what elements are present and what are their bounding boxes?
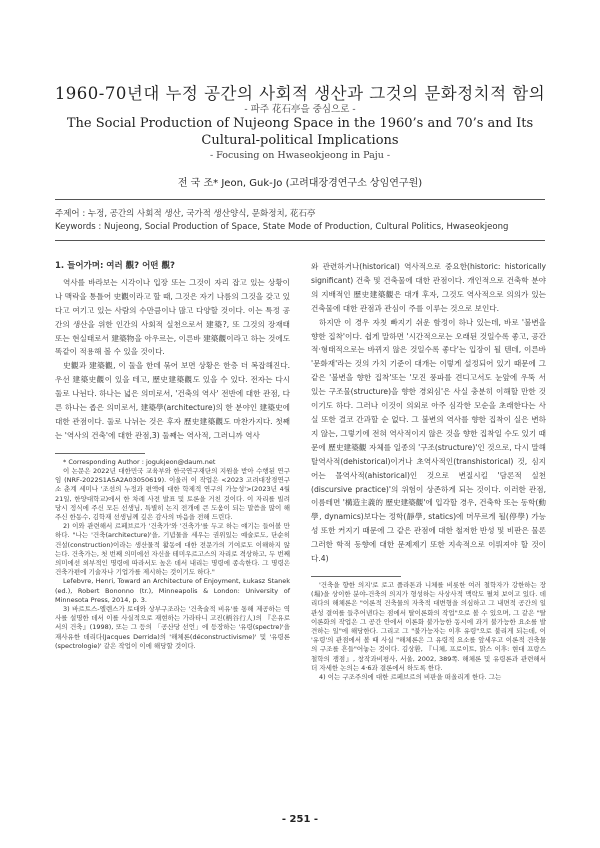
author-line: 전 국 조* Jeon, Guk-Jo (고려대장경연구소 상임연구원) [177, 178, 423, 189]
footnote-divider [55, 453, 145, 454]
body-paragraph: 와 관련하거나(historical) 역사적으로 중요한(historic: historically significant) 건축 및 건축물에 대한 관점이다. 개인적으로 건축학 분야의 지배적인 歷史建築觀은 대개 후자, 그것도 역사적으로 의의가 있는 건축물에 대한 관점과 관심이 주를 이루는 것으로 보인다. [311, 262, 546, 313]
page-title: 1960-70년대 누정 공간의 사회적 생산과 그것의 문화정치적 함의 [54, 84, 546, 103]
footnotes [311, 581, 546, 682]
footnote: '건축을 향한 의지'로 로고 플라톤과 니체를 비롯한 여러 철학자가 강한하는 장(場)을 상이한 분야-건축의 의지가 형성하는 사상사적 맥락도 펼쳐 보이고 있다. 데리다의 해체론은 "이론적 건축물의 자축적 대변형을 의심하고 그 내면적 공간의 일관성 결여를 들추어낸다는 점에서 탈이론화의 작업"으로 볼 수 있으며, 그 같은 "탈이론화의 작업은 그 공간 안에서 이론화 불가능한 동시에 과거 불가능한 요소를 발견하는 일"에 해당한다. 그리고 그 "불가능자는 이후 유령"으로 불리게 되는데, 이 '유령'의 관점에서 볼 때 사실 "해체론은 그 유령적 요소를 앞세우고 이론적 건축물의 구조를 흔들"어놓는 것이다. 김상환, 『니체, 프로이트, 맑스 이후: 현대 프랑스철학의 쟁점』, 창작과비평사, 서울, 2002, 389쪽. 해체론 및 유령론과 관련해서 더 자세한 논의는 4·6과 결론에서 하도록 한다. [311, 580, 546, 672]
body-paragraph: 史觀과 建築觀, 이 둘을 한데 묶어 보면 상황은 한층 더 복잡해진다. 우선 建築史觀이 있을 테고, 歷史建築觀도 있을 수 있다. 전자는 다시 둘로 나뉜다. 하나는 넓은 의미로서, '건축의 역사' 전반에 대한 관점, 다른 하나는 좁은 의미로서, 建築學(architecture)의 한 분야인 建築史에 대한 관점이다. 둘로 나뉘는 것은 후자 歷史建築觀도 마찬가지다. 첫째는 '역사의 건축'에 대한 관점,3) 둘째는 역사적, 그러니까 역사 [55, 361, 290, 440]
keywords-korean: 주제어 : 누정, 공간의 사회적 생산, 국가적 생산양식, 문화정치, 花石亭 [55, 209, 316, 219]
keywords-english: Keywords : Nujeong, Social Production of Space, State Mode of Production, Cultural Politics, Hwaseokjeong [55, 222, 509, 232]
footnote: 이 논문은 2022년 대한민국 교육부와 한국연구재단의 지원을 받아 수행된 연구임 (NRF-2022S1A5A2A03050619). 이울러 이 작업은 <2023 고려대장경연구소 춘계 세미나 '조선의 누정과 편액에 대한 학제적 연구의 가능성'>(2023년 4월 21일, 한양대학교)에서 한 차례 사전 발표 및 토론을 거친 것이다. 이 자리를 빌려 당시 정식에 주신 모든 선생님, 특별히 논지 전개에 큰 도움이 되는 말씀을 많이 해 주신 한동수, 김학재 선생님께 깊은 감사의 마음을 전해 드린다. [55, 466, 290, 521]
english-subtitle: - Focusing on Hwaseokjeong in Paju - [209, 150, 391, 161]
section-heading: 1. 들어가며: 여러 觀? 어떤 觀? [55, 261, 175, 271]
footnote: * Corresponding Author : jogukjeon@daum.net [63, 457, 216, 466]
footnote: 3) 바르트스-엘렌스가 토대와 상부구조라는 '건축술적 비유'를 통해 제공하는 역사를 설명한 데서 이를 사실적으로 재현하는 가라타니 고진(柄谷行人)의 『은유로서의 건축』(1998), 또는 그 등의 「공산당 선언」에 등장하는 '유령(spectre)'을 재사유한 데리다(Jacques Derrida)의 '해체론(déconstructivisme)' 및 '유령론(spectrologie)' 같은 작업이 이에 해당할 것이다. [55, 605, 290, 650]
left-column [55, 260, 290, 651]
footnote-divider [311, 576, 401, 577]
english-title: The Social Production of Nujeong Space in the 1960’s and 70’s and Its Cultural-political Implications [66, 116, 534, 148]
right-column [311, 260, 546, 682]
body-paragraph: 역사를 바라보는 시각이나 입장 또는 그것이 자리 잡고 있는 상황이나 맥락을 통틀어 史觀이라고 할 때, 그것은 자기 나름의 그것을 갖고 있다고 여기고 있는 사람의 수만큼이나 많고 다양할 것이다. 이는 특정 공간의 생산을 위한 인간의 사회적 실천으로서 建築?, 또 그것의 장재태 또는 현실태로서 建築物을 아우르는, 이른바 建築觀이라고 하는 것에도 똑같이 적용해 볼 수 있을 것이다. [55, 277, 290, 357]
top-divider [55, 199, 545, 200]
footnote: 4) 이는 구조주의에 대한 르페브르의 비판을 떠올리게 한다. 그는 [319, 672, 502, 681]
body-paragraph: 하지만 이 경우 자칫 빠지기 쉬운 함정이 하나 있는데, 바로 '불변을 향한 집착'이다. 쉽게 말하면 '시간적으로는 오래된 것일수록 좋고, 공간적·형태적으로는 바뀌지 않은 것일수록 좋다'는 입장이 될 텐데, 이른바 '문화재'라는 것의 가치 기준이 대개는 이렇게 설정되어 있기 때문에 그 같은 '불변을 향한 집착'또는 '모진 풍파를 견디고서도 눈앞에 우뚝 서 있는 구조물(structure)을 향한 경외심'은 사실 충분히 이해할 만한 것이기도 하다. 그러나 이것이 의외로 아주 심각한 모순을 초래한다는 사실 또한 결코 간과할 순 없다. 그 불변의 역사를 향한 집착이 실은 변하지 않는, 그렇기에 전혀 역사적이지 않은 것을 향한 집착일 수도 있기 때문에 歷史建築觀 자체를 일종의 '구조(structure)'인 것으로, 다시 말해 탈역사적(dehistorical)이거나 초역사적인(transhistorical) 것, 심지어는 몰역사적(ahistorical)인 것으로 변질시킬 '담론적 실천(discursive practice)'의 위험이 상존하게 되는 것이다. 이러한 관점, 이름테면 '構造主義的 歷史建築觀'에 입각할 경우, 건축학 또는 동학(動學, dynamics)보다는 정학(靜學, statics)에 머무르게 될(停學) 가능성 또한 커지기 때문에 그 같은 관점에 대한 철저한 반성 및 비판은 물론 그러한 학적 동향에 대한 문제제기 또한 지속적으로 이뤄져야 할 것이다.4) [311, 317, 546, 564]
page-number: - 251 - [281, 814, 319, 825]
footnote: 2) 이와 관련해서 르페브르가 '건축가'와 '건축가'를 두고 하는 얘기는 들어볼 만하다. "나는 '건축(architecture)'을, 기념물을 세우는 권위있는 예술로도, 단순히 건설(construction)이라는 생산물적 활동에 대한 전문가의 기여로도 이해하지 않는다. 건축가는, 첫 번째 의미에선 자신을 테미우르고스의 자리로 격상하고, 두 번째 의미에선 외부적인 명령에 따라서도 높은 데서 내리는 명령에 종속한다. 그 명령은 건축가편에 기술자나 기업가를 제시하는 것이기도 하다." [55, 522, 290, 577]
bottom-divider [55, 240, 545, 241]
footnotes [55, 458, 290, 651]
footnote: Lefebvre, Henri, Toward an Architecture of Enjoyment, Łukasz Stanek (ed.), Robert Bononno (tr.), Minneapolis & London: University of Minnesota Press, 2014, p. 3. [55, 577, 290, 604]
page-subtitle: - 파주 花石亭을 중심으로 - [244, 104, 356, 115]
